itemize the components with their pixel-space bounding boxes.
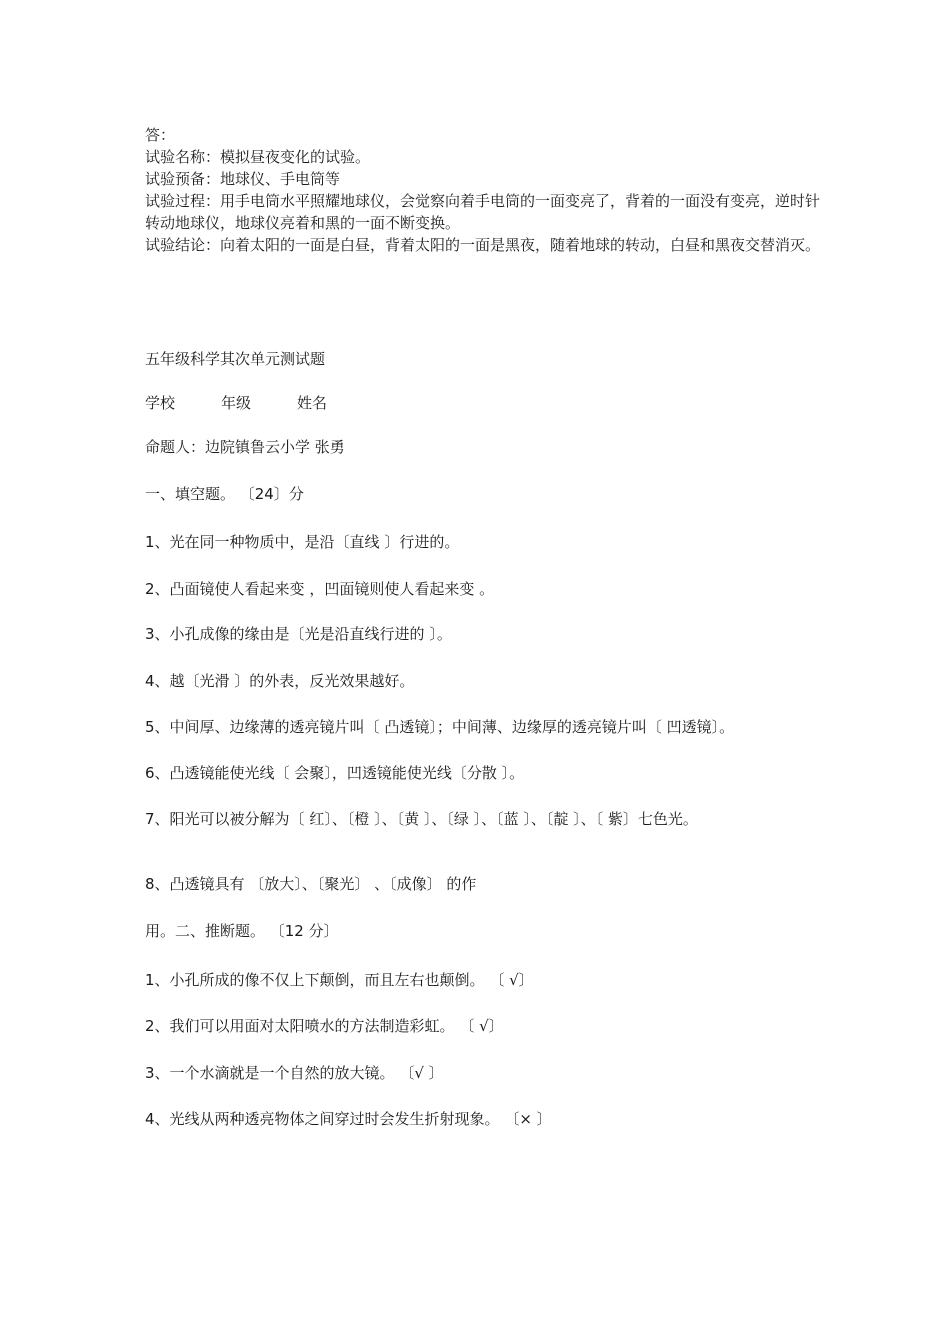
fill-question-6: 6、凸透镜能使光线〔 会聚〕，凹透镜能使光线〔分散 〕。	[145, 764, 525, 782]
fill-question-5: 5、中间厚、边缘薄的透亮镜片叫〔 凸透镜〕；中间薄、边缘厚的透亮镜片叫〔 凹透镜〕。	[145, 718, 735, 736]
experiment-conclusion: 试验结论：向着太阳的一面是白昼，背着太阳的一面是黑夜，随着地球的转动，白昼和黑夜交替消灭。	[145, 236, 821, 254]
fill-question-8: 8、凸透镜具有 〔放大〕、〔聚光〕 、〔成像〕 的作	[145, 875, 477, 893]
experiment-name: 试验名称：模拟昼夜变化的试验。	[145, 148, 371, 166]
judge-question-3: 3、一个水滴就是一个自然的放大镜。 〔√ 〕	[145, 1064, 444, 1082]
judge-question-4: 4、光线从两种透亮物体之间穿过时会发生折射现象。 〔× 〕	[145, 1110, 552, 1128]
student-info-row	[145, 392, 327, 414]
exam-author: 命题人：边院镇鲁云小学 张勇	[145, 438, 345, 456]
exam-title: 五年级科学其次单元测试题	[145, 350, 326, 368]
experiment-prep: 试验预备：地球仪、手电筒等	[145, 170, 341, 188]
answer-label: 答：	[145, 126, 176, 144]
fill-question-3: 3、小孔成像的缘由是〔光是沿直线行进的 〕。	[145, 625, 452, 643]
field-name: 姓名	[297, 394, 328, 412]
fill-question-7: 7、阳光可以被分解为〔 红〕、〔橙 〕、〔黄 〕、〔绿 〕、〔蓝 〕、〔靛 〕、〔 紫〕七色光。	[145, 810, 698, 828]
field-school: 学校	[145, 394, 176, 412]
field-grade: 年级	[221, 394, 252, 412]
answer-block	[145, 124, 825, 256]
fill-question-1: 1、光在同一种物质中，是沿〔直线 〕行进的。	[145, 533, 460, 551]
fill-question-4: 4、越〔光滑 〕的外表，反光效果越好。	[145, 672, 415, 690]
judge-question-2: 2、我们可以用面对太阳喷水的方法制造彩虹。 〔 √〕	[145, 1017, 504, 1035]
judge-question-1: 1、小孔所成的像不仅上下颠倒，而且左右也颠倒。 〔 √〕	[145, 971, 534, 989]
section2-heading: 用。二、推断题。 〔12 分〕	[145, 922, 339, 940]
section1-heading: 一、填空题。 〔24〕分	[145, 485, 304, 503]
fill-question-2: 2、凸面镜使人看起来变 ，凹面镜则使人看起来变 。	[145, 580, 495, 598]
experiment-process: 试验过程：用手电筒水平照耀地球仪，会觉察向着手电筒的一面变亮了，背着的一面没有变亮，逆时针转动地球仪，地球仪亮着和黑的一面不断变换。	[145, 192, 821, 232]
